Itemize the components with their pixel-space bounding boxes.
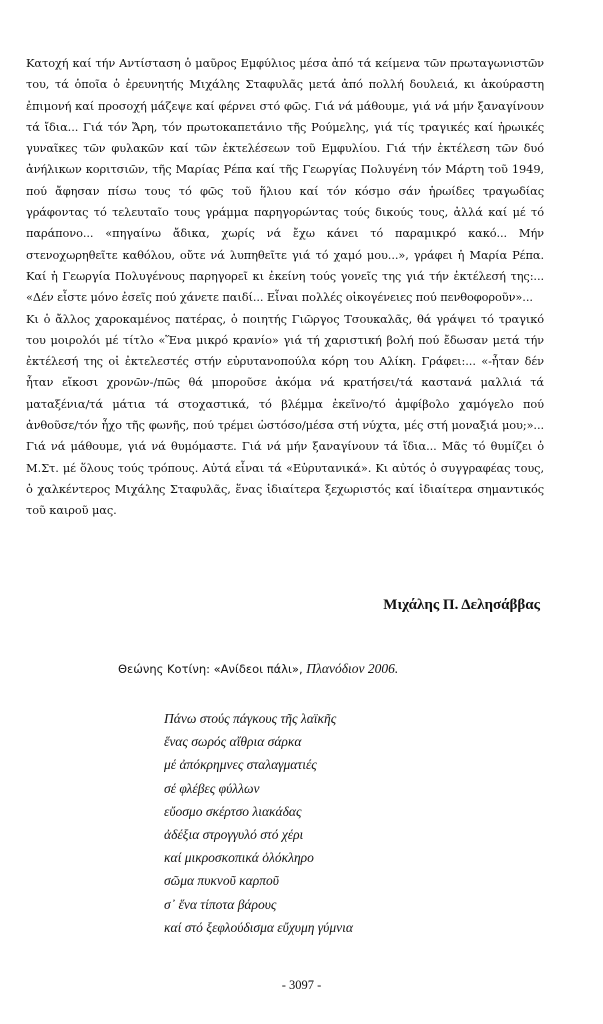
paragraph-1: Κατοχή καί τήν Αντίσταση ὁ μαῦρος Εμφύλιος μέσα ἀπό τά κείμενα τῶν πρωταγωνιστῶν του, τά ὁποῖα ὁ ἐρευνητής Μιχάλης Σταφυλᾶς μετά ἀπό πολλή δουλειά, κι ἀκούραστη ἐπιμονή καί προσοχή μάζεψε καί φέρνει στό φῶς. Γιά νά μάθουμε, γιά νά μήν ξαναγίνουν τά ἴδια... Γιά τόν Ἄρη, τόν πρωτοκαπετάνιο τῆς Ρούμελης, γιά τίς τραγικές καί ἡρωικές γυναῖκες τῶν φυλακῶν καί τῶν ἐκτελέσεων τοῦ Εμφυλίου. Γιά τήν ἐκτέλεση τῶν δυό ἀνήλικων κοριτσιῶν, τῆς Μαρίας Ρέπα καί τῆς Γεωργίας Πολυγένη τόν Μάρτη τοῦ 1949, πού ἄφησαν πίσω τους τό φῶς τοῦ ἥλιου καί τόν κόσμο σάν ἡρωίδες τραγωδίας γράφοντας τό τελευταῖο τους γράμμα παρηγορώντας τούς δικούς τους, ἀλλά καί μέ τό παράπονο... «πηγαίνω ἄδικα, χωρίς νά ἔχω κάνει τό παραμικρό κακό... Μήν στενοχωρηθεῖτε καθόλου, οὔτε νά λυπηθεῖτε γιά τό χαμό μου...», γράφει ἡ Μαρία Ρέπα. Καί ἡ Γεωργία Πολυγένους παρηγορεῖ κι ἐκείνη τούς γονεῖς της γιά τήν ἐκτέλεσή της:... «Δέν εἶστε μόνο ἐσεῖς πού χάνετε παιδί... Εἶναι πολλές οἰκογένειες πού πενθοφοροῦν»... (26, 56, 544, 305)
review-author-title: Θεώνης Κοτίνη: «Ανίδεοι πάλι», (118, 662, 307, 676)
article-body (26, 53, 544, 522)
review-publisher: Πλανόδιον 2006. (306, 661, 399, 676)
poem-line: σ᾽ ἕνα τίποτα βάρους (164, 896, 277, 912)
poem-line: ἀδέξια στρογγυλό στό χέρι (164, 827, 304, 843)
poem-line: Πάνω στούς πάγκους τῆς λαϊκῆς (164, 711, 337, 726)
poem-line: μέ ἀπόκρημνες σταλαγματιές (164, 757, 317, 773)
poem-line: καί μικροσκοπικά ὁλόκληρο (164, 850, 314, 866)
poem-line: ἕνας σωρός αἴθρια σάρκα (164, 734, 302, 750)
author-signature: Μιχάλης Π. Δελησάββας (383, 597, 540, 613)
page-number: - 3097 - (281, 978, 322, 992)
poem-line: καί στό ξεφλούδισμα εὔχυμη γύμνια (164, 919, 353, 935)
poem-excerpt (164, 707, 484, 939)
poem-line: σέ φλέβες φύλλων (164, 780, 260, 796)
paragraph-2: Κι ὁ ἄλλος χαροκαμένος πατέρας, ὁ ποιητής Γιῶργος Τσουκαλᾶς, θά γράψει τό τραγικό του μοιρολόι μέ τίτλο «Ἕνα μικρό κρανίο» γιά τή χαριστική βολή πού ἔδωσαν μετά τήν ἐκτέλεσή της οἱ ἐκτελεστές στήν εὐρυτανοπούλα κόρη του Αλίκη. Γράφει:... «-ἦταν δέν ἦταν εἴκοσι χρονῶν-/πῶς θά μποροῦσε ἀκόμα νά κρατήσει/τά καστανά μαλλιά τά ματαξένια/τά μάτια τά στοχαστικά, τό βλέμμα ἐκεῖνο/τό ἀμφίβολο χαμόγελο πού ἀνθοῦσε/τόν ἦχο τῆς φωνῆς, πού τρέμει ὡστόσο/μέσα στή νύχτα, μές στή μοναξιά μου;»... Γιά νά μάθουμε, γιά νά θυμόμαστε. Γιά νά μήν ξαναγίνουν τά ἴδια... Μᾶς τό θυμίζει ὁ Μ.Στ. μέ ὅλους τούς τρόπους. Αὐτά εἶναι τά «Εὐρυτανικά». Κι αὐτός ὁ συγγραφέας τους, ὁ χαλκέντερος Μιχάλης Σταφυλᾶς, ἕνας ἰδιαίτερα ξεχωριστός καί ἰδιαίτερα σημαντικός τοῦ καιροῦ μας. (26, 311, 544, 518)
poem-line: σῶμα πυκνοῦ καρποῦ (164, 873, 279, 889)
review-heading (118, 661, 518, 677)
poem-line: εὔοσμο σκέρτσο λιακάδας (164, 803, 302, 819)
